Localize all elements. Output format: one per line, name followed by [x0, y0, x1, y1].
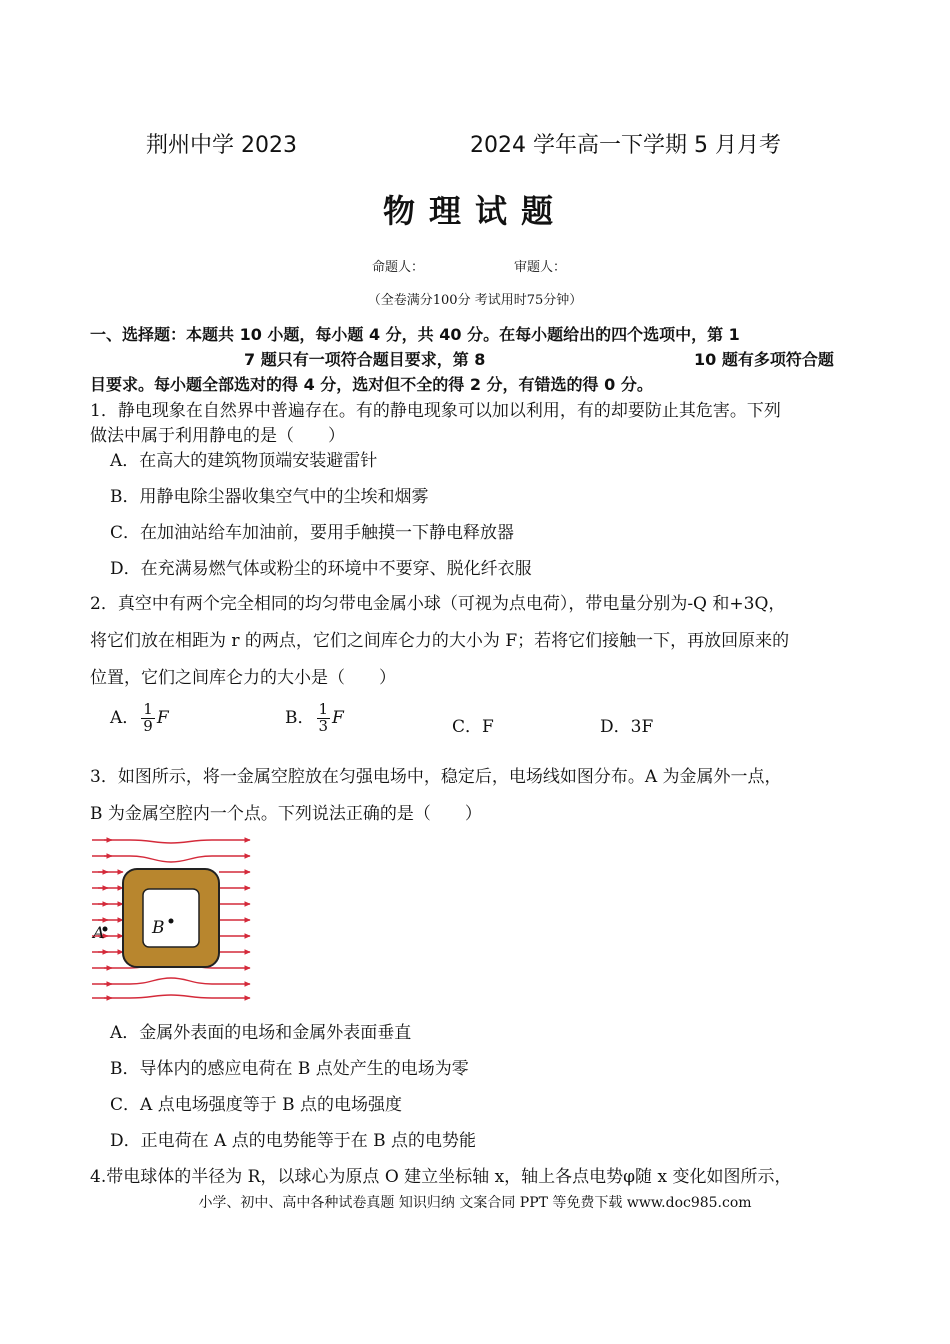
- setter-label: 命题人：: [372, 260, 425, 275]
- q2-option-a-fraction: [141, 702, 155, 735]
- q2-option-c: C．F: [452, 717, 494, 737]
- q1-option-c: C．在加油站给车加油前，要用手触摸一下静电释放器: [110, 523, 515, 543]
- q2-option-a-label: A．: [110, 707, 140, 728]
- q2-option-a-numerator: 1: [143, 700, 153, 718]
- q2-option-a-denominator: 9: [143, 716, 153, 735]
- exam-info: （全卷满分100分 考试用时75分钟）: [367, 293, 583, 308]
- q3-option-b: B．导体内的感应电荷在 B 点处产生的电场为零: [110, 1059, 469, 1079]
- reviewer-label: 审题人：: [514, 260, 567, 275]
- q3-option-c: C．A 点电场强度等于 B 点的电场强度: [110, 1095, 402, 1115]
- q2-stem-line1: 2．真空中有两个完全相同的均匀带电金属小球（可视为点电荷），带电量分别为-Q 和+3Q，: [90, 594, 786, 614]
- q2-option-b-denominator: 3: [318, 716, 329, 735]
- q2-option-a-variable: F: [156, 707, 169, 728]
- q3-stem-line2: B 为金属空腔内一个点。下列说法正确的是（ ）: [90, 804, 482, 824]
- header-term-exam: 2024 学年高一下学期 5 月月考: [470, 133, 781, 158]
- q4-stem-line1: 4.带电球体的半径为 R，以球心为原点 O 建立坐标轴 x，轴上各点电势φ随 x 变化如图所示，: [90, 1167, 792, 1187]
- point-b-dot: [169, 919, 174, 924]
- q2-stem-line2: 将它们放在相距为 r 的两点，它们之间库仑力的大小为 F；若将它们接触一下，再放回原来的: [90, 631, 790, 651]
- metal-cavity-field-figure: [90, 832, 260, 1004]
- q2-stem-line3: 位置，它们之间库仑力的大小是（ ）: [90, 668, 396, 688]
- point-b-label: B: [152, 918, 165, 938]
- q2-option-b-fraction: [317, 702, 331, 735]
- header-school-year: 荆州中学 2023: [146, 133, 297, 158]
- section1-line1: 一、选择题：本题共 10 小题，每小题 4 分，共 40 分。在每小题给出的四个选项中，第 1: [90, 325, 740, 344]
- field-line: [92, 840, 250, 843]
- q2-option-a: [110, 702, 169, 735]
- section1-line3: 目要求。每小题全部选对的得 4 分，选对但不全的得 2 分，有错选的得 0 分。: [90, 375, 653, 394]
- q3-stem-line1: 3．如图所示，将一金属空腔放在匀强电场中，稳定后，电场线如图分布。A 为金属外一点，: [90, 767, 782, 787]
- q1-stem-line1: 1．静电现象在自然界中普遍存在。有的静电现象可以加以利用，有的却要防止其危害。下列: [90, 401, 781, 421]
- q2-option-b-numerator: 1: [318, 700, 329, 718]
- q2-option-b: [285, 702, 344, 735]
- q1-option-a: A．在高大的建筑物顶端安装避雷针: [110, 451, 378, 471]
- q1-stem-line2: 做法中属于利用静电的是（ ）: [90, 426, 345, 446]
- field-line: [92, 995, 250, 998]
- q2-option-d: D．3F: [600, 717, 654, 737]
- q3-option-a: A．金属外表面的电场和金属外表面垂直: [110, 1023, 412, 1043]
- page-title: 物理试题: [382, 192, 567, 230]
- q2-option-b-variable: F: [332, 707, 344, 728]
- footer-text: 小学、初中、高中各种试卷真题 知识归纳 文案合同 PPT 等免费下载 www.doc985.com: [198, 1195, 752, 1211]
- section1-line2b: 10 题有多项符合题: [694, 350, 834, 369]
- q1-option-b: B．用静电除尘器收集空气中的尘埃和烟雾: [110, 487, 429, 507]
- field-line: [92, 856, 250, 862]
- field-line: [92, 978, 250, 984]
- section1-line2: 7 题只有一项符合题目要求，第 8: [244, 350, 486, 369]
- q1-option-d: D．在充满易燃气体或粉尘的环境中不要穿、脱化纤衣服: [110, 559, 532, 579]
- q2-option-b-label: B．: [285, 707, 315, 728]
- point-a-label: A: [93, 923, 105, 942]
- q3-option-d: D．正电荷在 A 点的电势能等于在 B 点的电势能: [110, 1131, 477, 1151]
